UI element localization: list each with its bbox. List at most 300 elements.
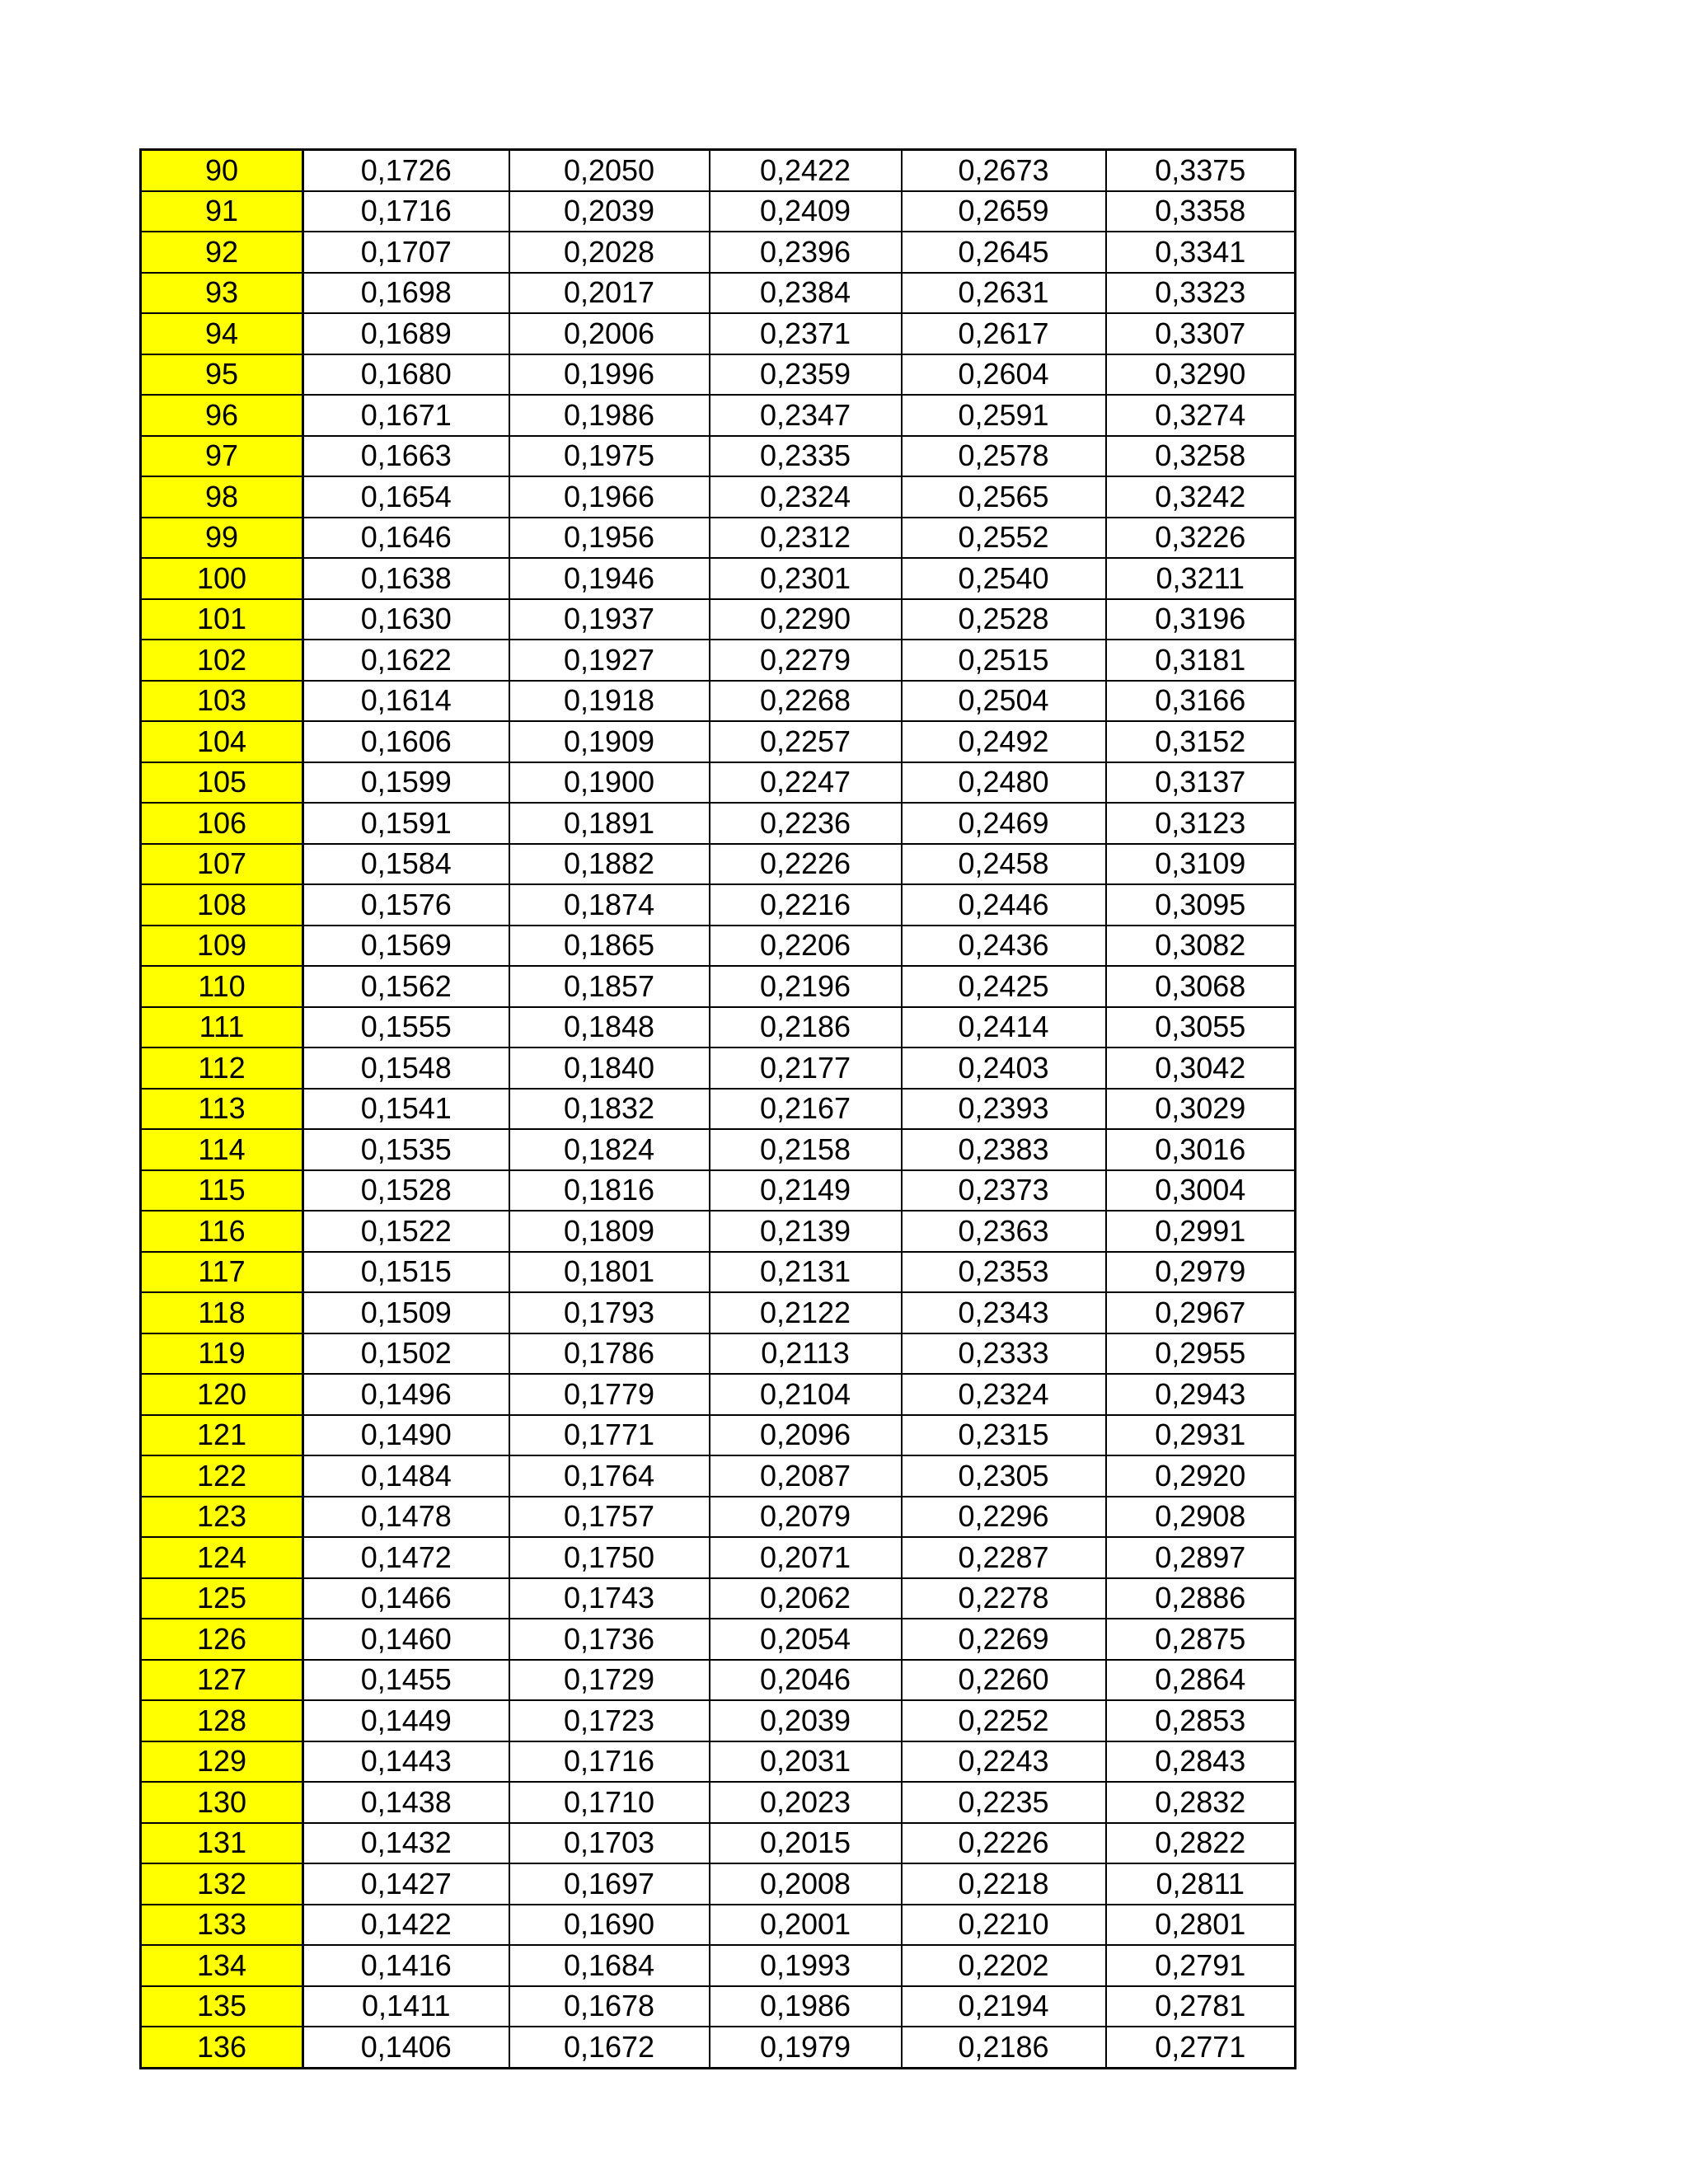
table-row xyxy=(141,1170,1296,1212)
value-cell: 0,1416 xyxy=(303,1945,509,1986)
value-cell: 0,1606 xyxy=(303,721,509,762)
value-cell: 0,1986 xyxy=(509,395,710,436)
value-cell: 0,1672 xyxy=(509,2027,710,2068)
value-cell: 0,2931 xyxy=(1106,1415,1296,1456)
value-cell: 0,2315 xyxy=(902,1415,1106,1456)
value-cell: 0,1472 xyxy=(303,1537,509,1578)
value-cell: 0,2312 xyxy=(710,518,902,559)
table-row xyxy=(141,558,1296,599)
value-cell: 0,3341 xyxy=(1106,232,1296,273)
value-cell: 0,3068 xyxy=(1106,966,1296,1007)
value-cell: 0,2347 xyxy=(710,395,902,436)
value-cell: 0,3196 xyxy=(1106,599,1296,640)
row-key-cell: 107 xyxy=(141,844,303,885)
value-cell: 0,2218 xyxy=(902,1863,1106,1905)
value-cell: 0,1909 xyxy=(509,721,710,762)
value-cell: 0,1509 xyxy=(303,1292,509,1333)
value-cell: 0,2659 xyxy=(902,191,1106,232)
table-row xyxy=(141,1292,1296,1333)
value-cell: 0,1966 xyxy=(509,476,710,518)
value-cell: 0,2979 xyxy=(1106,1252,1296,1293)
value-cell: 0,1946 xyxy=(509,558,710,599)
row-key-cell: 130 xyxy=(141,1782,303,1823)
value-cell: 0,2202 xyxy=(902,1945,1106,1986)
value-cell: 0,2028 xyxy=(509,232,710,273)
value-cell: 0,2771 xyxy=(1106,2027,1296,2068)
row-key-cell: 91 xyxy=(141,191,303,232)
value-cell: 0,2054 xyxy=(710,1619,902,1660)
value-cell: 0,1918 xyxy=(509,681,710,722)
value-cell: 0,1716 xyxy=(303,191,509,232)
value-cell: 0,1865 xyxy=(509,926,710,967)
table-row xyxy=(141,1863,1296,1905)
value-cell: 0,1690 xyxy=(509,1905,710,1946)
value-cell: 0,1707 xyxy=(303,232,509,273)
row-key-cell: 112 xyxy=(141,1047,303,1089)
table-row xyxy=(141,1211,1296,1252)
value-cell: 0,2290 xyxy=(710,599,902,640)
value-cell: 0,2673 xyxy=(902,150,1106,191)
value-table xyxy=(139,148,1296,2069)
value-cell: 0,1824 xyxy=(509,1129,710,1170)
value-cell: 0,2373 xyxy=(902,1170,1106,1212)
value-cell: 0,2645 xyxy=(902,232,1106,273)
value-cell: 0,1630 xyxy=(303,599,509,640)
row-key-cell: 98 xyxy=(141,476,303,518)
table-row xyxy=(141,191,1296,232)
value-cell: 0,2278 xyxy=(902,1578,1106,1619)
table-row xyxy=(141,1007,1296,1048)
value-cell: 0,2425 xyxy=(902,966,1106,1007)
value-cell: 0,1569 xyxy=(303,926,509,967)
value-cell: 0,1703 xyxy=(509,1823,710,1864)
value-cell: 0,3055 xyxy=(1106,1007,1296,1048)
table-row xyxy=(141,1333,1296,1375)
value-cell: 0,2469 xyxy=(902,803,1106,844)
value-cell: 0,2492 xyxy=(902,721,1106,762)
value-cell: 0,2226 xyxy=(902,1823,1106,1864)
value-cell: 0,2875 xyxy=(1106,1619,1296,1660)
table-row xyxy=(141,354,1296,396)
value-cell: 0,2324 xyxy=(710,476,902,518)
value-cell: 0,2015 xyxy=(710,1823,902,1864)
value-cell: 0,2236 xyxy=(710,803,902,844)
value-cell: 0,1779 xyxy=(509,1374,710,1415)
table-row xyxy=(141,681,1296,722)
value-cell: 0,3016 xyxy=(1106,1129,1296,1170)
table-row xyxy=(141,1129,1296,1170)
value-cell: 0,1979 xyxy=(710,2027,902,2068)
row-key-cell: 120 xyxy=(141,1374,303,1415)
value-cell: 0,3109 xyxy=(1106,844,1296,885)
table-row xyxy=(141,1619,1296,1660)
value-cell: 0,2260 xyxy=(902,1660,1106,1701)
table-row xyxy=(141,232,1296,273)
value-cell: 0,1975 xyxy=(509,436,710,477)
value-cell: 0,2422 xyxy=(710,150,902,191)
value-cell: 0,2591 xyxy=(902,395,1106,436)
table-row xyxy=(141,273,1296,314)
value-cell: 0,2268 xyxy=(710,681,902,722)
value-cell: 0,2343 xyxy=(902,1292,1106,1333)
table-row xyxy=(141,1660,1296,1701)
table-row xyxy=(141,1047,1296,1089)
row-key-cell: 135 xyxy=(141,1986,303,2027)
row-key-cell: 113 xyxy=(141,1089,303,1130)
value-cell: 0,2296 xyxy=(902,1497,1106,1538)
value-cell: 0,2177 xyxy=(710,1047,902,1089)
row-key-cell: 122 xyxy=(141,1455,303,1497)
value-cell: 0,2403 xyxy=(902,1047,1106,1089)
row-key-cell: 123 xyxy=(141,1497,303,1538)
value-cell: 0,1422 xyxy=(303,1905,509,1946)
value-cell: 0,1937 xyxy=(509,599,710,640)
value-cell: 0,2363 xyxy=(902,1211,1106,1252)
value-cell: 0,2436 xyxy=(902,926,1106,967)
value-cell: 0,3029 xyxy=(1106,1089,1296,1130)
value-cell: 0,2920 xyxy=(1106,1455,1296,1497)
table-row xyxy=(141,476,1296,518)
value-cell: 0,1528 xyxy=(303,1170,509,1212)
value-cell: 0,2886 xyxy=(1106,1578,1296,1619)
value-cell: 0,1684 xyxy=(509,1945,710,1986)
value-cell: 0,3137 xyxy=(1106,762,1296,804)
value-cell: 0,2991 xyxy=(1106,1211,1296,1252)
value-cell: 0,2167 xyxy=(710,1089,902,1130)
value-cell: 0,2631 xyxy=(902,273,1106,314)
row-key-cell: 114 xyxy=(141,1129,303,1170)
row-key-cell: 121 xyxy=(141,1415,303,1456)
value-cell: 0,1900 xyxy=(509,762,710,804)
value-cell: 0,3290 xyxy=(1106,354,1296,396)
value-cell: 0,1689 xyxy=(303,313,509,354)
value-cell: 0,2822 xyxy=(1106,1823,1296,1864)
value-table-body xyxy=(141,150,1296,2069)
table-row xyxy=(141,436,1296,477)
value-cell: 0,3004 xyxy=(1106,1170,1296,1212)
value-cell: 0,1584 xyxy=(303,844,509,885)
value-cell: 0,2565 xyxy=(902,476,1106,518)
value-cell: 0,1723 xyxy=(509,1700,710,1741)
row-key-cell: 102 xyxy=(141,640,303,681)
value-cell: 0,3323 xyxy=(1106,273,1296,314)
value-cell: 0,2843 xyxy=(1106,1741,1296,1783)
value-cell: 0,1993 xyxy=(710,1945,902,1986)
value-cell: 0,1729 xyxy=(509,1660,710,1701)
value-cell: 0,2305 xyxy=(902,1455,1106,1497)
value-cell: 0,3258 xyxy=(1106,436,1296,477)
table-row xyxy=(141,1945,1296,1986)
row-key-cell: 128 xyxy=(141,1700,303,1741)
row-key-cell: 101 xyxy=(141,599,303,640)
row-key-cell: 95 xyxy=(141,354,303,396)
value-cell: 0,2287 xyxy=(902,1537,1106,1578)
value-cell: 0,2414 xyxy=(902,1007,1106,1048)
row-key-cell: 110 xyxy=(141,966,303,1007)
table-row xyxy=(141,721,1296,762)
row-key-cell: 109 xyxy=(141,926,303,967)
table-row xyxy=(141,926,1296,967)
value-cell: 0,1816 xyxy=(509,1170,710,1212)
table-row xyxy=(141,1455,1296,1497)
value-cell: 0,1764 xyxy=(509,1455,710,1497)
value-cell: 0,2131 xyxy=(710,1252,902,1293)
value-cell: 0,2071 xyxy=(710,1537,902,1578)
value-cell: 0,2017 xyxy=(509,273,710,314)
value-cell: 0,2186 xyxy=(710,1007,902,1048)
table-row xyxy=(141,1700,1296,1741)
value-cell: 0,3166 xyxy=(1106,681,1296,722)
value-cell: 0,1406 xyxy=(303,2027,509,2068)
value-cell: 0,1411 xyxy=(303,1986,509,2027)
table-row xyxy=(141,1497,1296,1538)
row-key-cell: 103 xyxy=(141,681,303,722)
value-cell: 0,2062 xyxy=(710,1578,902,1619)
value-cell: 0,2279 xyxy=(710,640,902,681)
value-cell: 0,2247 xyxy=(710,762,902,804)
value-cell: 0,1793 xyxy=(509,1292,710,1333)
value-cell: 0,1698 xyxy=(303,273,509,314)
value-cell: 0,2943 xyxy=(1106,1374,1296,1415)
value-cell: 0,2578 xyxy=(902,436,1106,477)
value-cell: 0,3242 xyxy=(1106,476,1296,518)
value-cell: 0,1490 xyxy=(303,1415,509,1456)
value-cell: 0,2967 xyxy=(1106,1292,1296,1333)
value-cell: 0,3152 xyxy=(1106,721,1296,762)
value-cell: 0,2458 xyxy=(902,844,1106,885)
value-cell: 0,1848 xyxy=(509,1007,710,1048)
value-cell: 0,3226 xyxy=(1106,518,1296,559)
table-row xyxy=(141,1905,1296,1946)
value-cell: 0,1832 xyxy=(509,1089,710,1130)
value-cell: 0,2113 xyxy=(710,1333,902,1375)
value-cell: 0,2791 xyxy=(1106,1945,1296,1986)
value-cell: 0,2039 xyxy=(710,1700,902,1741)
table-row xyxy=(141,1537,1296,1578)
table-row xyxy=(141,1089,1296,1130)
value-cell: 0,3123 xyxy=(1106,803,1296,844)
row-key-cell: 125 xyxy=(141,1578,303,1619)
value-cell: 0,2353 xyxy=(902,1252,1106,1293)
table-row xyxy=(141,2027,1296,2068)
table-row xyxy=(141,518,1296,559)
value-cell: 0,1771 xyxy=(509,1415,710,1456)
row-key-cell: 129 xyxy=(141,1741,303,1783)
value-cell: 0,2552 xyxy=(902,518,1106,559)
value-cell: 0,1786 xyxy=(509,1333,710,1375)
table-row xyxy=(141,1741,1296,1783)
value-cell: 0,3274 xyxy=(1106,395,1296,436)
row-key-cell: 124 xyxy=(141,1537,303,1578)
value-cell: 0,1891 xyxy=(509,803,710,844)
row-key-cell: 99 xyxy=(141,518,303,559)
value-cell: 0,1743 xyxy=(509,1578,710,1619)
value-cell: 0,1716 xyxy=(509,1741,710,1783)
value-cell: 0,2528 xyxy=(902,599,1106,640)
value-cell: 0,2504 xyxy=(902,681,1106,722)
table-row xyxy=(141,966,1296,1007)
value-cell: 0,1555 xyxy=(303,1007,509,1048)
value-cell: 0,2226 xyxy=(710,844,902,885)
value-cell: 0,1710 xyxy=(509,1782,710,1823)
value-cell: 0,2604 xyxy=(902,354,1106,396)
value-cell: 0,1591 xyxy=(303,803,509,844)
value-cell: 0,2324 xyxy=(902,1374,1106,1415)
value-cell: 0,1622 xyxy=(303,640,509,681)
value-cell: 0,2186 xyxy=(902,2027,1106,2068)
value-cell: 0,2335 xyxy=(710,436,902,477)
row-key-cell: 94 xyxy=(141,313,303,354)
row-key-cell: 119 xyxy=(141,1333,303,1375)
row-key-cell: 108 xyxy=(141,884,303,926)
value-cell: 0,1484 xyxy=(303,1455,509,1497)
value-cell: 0,1986 xyxy=(710,1986,902,2027)
value-cell: 0,1548 xyxy=(303,1047,509,1089)
row-key-cell: 118 xyxy=(141,1292,303,1333)
value-cell: 0,1726 xyxy=(303,150,509,191)
table-row xyxy=(141,313,1296,354)
value-cell: 0,2006 xyxy=(509,313,710,354)
value-cell: 0,2139 xyxy=(710,1211,902,1252)
value-cell: 0,2206 xyxy=(710,926,902,967)
value-cell: 0,1541 xyxy=(303,1089,509,1130)
value-cell: 0,1801 xyxy=(509,1252,710,1293)
value-cell: 0,2216 xyxy=(710,884,902,926)
table-row xyxy=(141,762,1296,804)
value-cell: 0,2301 xyxy=(710,558,902,599)
value-cell: 0,2781 xyxy=(1106,1986,1296,2027)
value-cell: 0,1663 xyxy=(303,436,509,477)
value-cell: 0,1460 xyxy=(303,1619,509,1660)
value-cell: 0,2194 xyxy=(902,1986,1106,2027)
value-cell: 0,3181 xyxy=(1106,640,1296,681)
value-cell: 0,2540 xyxy=(902,558,1106,599)
value-cell: 0,1515 xyxy=(303,1252,509,1293)
row-key-cell: 131 xyxy=(141,1823,303,1864)
value-cell: 0,2079 xyxy=(710,1497,902,1538)
row-key-cell: 96 xyxy=(141,395,303,436)
value-cell: 0,2333 xyxy=(902,1333,1106,1375)
value-cell: 0,2801 xyxy=(1106,1905,1296,1946)
row-key-cell: 100 xyxy=(141,558,303,599)
value-cell: 0,2371 xyxy=(710,313,902,354)
value-cell: 0,1671 xyxy=(303,395,509,436)
value-cell: 0,2359 xyxy=(710,354,902,396)
value-cell: 0,1678 xyxy=(509,1986,710,2027)
value-cell: 0,2050 xyxy=(509,150,710,191)
table-row xyxy=(141,1782,1296,1823)
value-cell: 0,1874 xyxy=(509,884,710,926)
value-cell: 0,2149 xyxy=(710,1170,902,1212)
row-key-cell: 111 xyxy=(141,1007,303,1048)
value-cell: 0,2446 xyxy=(902,884,1106,926)
value-cell: 0,2104 xyxy=(710,1374,902,1415)
value-cell: 0,2158 xyxy=(710,1129,902,1170)
value-cell: 0,3375 xyxy=(1106,150,1296,191)
table-row xyxy=(141,803,1296,844)
value-cell: 0,3082 xyxy=(1106,926,1296,967)
value-cell: 0,2243 xyxy=(902,1741,1106,1783)
value-cell: 0,2832 xyxy=(1106,1782,1296,1823)
row-key-cell: 106 xyxy=(141,803,303,844)
value-cell: 0,2617 xyxy=(902,313,1106,354)
value-cell: 0,2383 xyxy=(902,1129,1106,1170)
value-cell: 0,1956 xyxy=(509,518,710,559)
value-cell: 0,1840 xyxy=(509,1047,710,1089)
value-cell: 0,2480 xyxy=(902,762,1106,804)
row-key-cell: 117 xyxy=(141,1252,303,1293)
value-cell: 0,1478 xyxy=(303,1497,509,1538)
value-cell: 0,2031 xyxy=(710,1741,902,1783)
row-key-cell: 136 xyxy=(141,2027,303,2068)
value-cell: 0,2396 xyxy=(710,232,902,273)
row-key-cell: 132 xyxy=(141,1863,303,1905)
value-cell: 0,2955 xyxy=(1106,1333,1296,1375)
value-cell: 0,2001 xyxy=(710,1905,902,1946)
value-cell: 0,2196 xyxy=(710,966,902,1007)
value-cell: 0,1757 xyxy=(509,1497,710,1538)
table-row xyxy=(141,884,1296,926)
value-cell: 0,1927 xyxy=(509,640,710,681)
value-cell: 0,2409 xyxy=(710,191,902,232)
row-key-cell: 97 xyxy=(141,436,303,477)
value-cell: 0,2864 xyxy=(1106,1660,1296,1701)
row-key-cell: 93 xyxy=(141,273,303,314)
value-cell: 0,1614 xyxy=(303,681,509,722)
value-cell: 0,1576 xyxy=(303,884,509,926)
value-cell: 0,1680 xyxy=(303,354,509,396)
table-row xyxy=(141,1823,1296,1864)
value-cell: 0,2269 xyxy=(902,1619,1106,1660)
row-key-cell: 116 xyxy=(141,1211,303,1252)
value-cell: 0,1809 xyxy=(509,1211,710,1252)
value-cell: 0,1646 xyxy=(303,518,509,559)
value-cell: 0,3358 xyxy=(1106,191,1296,232)
value-cell: 0,2023 xyxy=(710,1782,902,1823)
value-cell: 0,1466 xyxy=(303,1578,509,1619)
table-row xyxy=(141,150,1296,191)
value-cell: 0,2393 xyxy=(902,1089,1106,1130)
value-cell: 0,1455 xyxy=(303,1660,509,1701)
table-row xyxy=(141,1252,1296,1293)
table-row xyxy=(141,1986,1296,2027)
value-cell: 0,1496 xyxy=(303,1374,509,1415)
value-cell: 0,1427 xyxy=(303,1863,509,1905)
value-cell: 0,2515 xyxy=(902,640,1106,681)
table-row xyxy=(141,640,1296,681)
value-cell: 0,1438 xyxy=(303,1782,509,1823)
table-row xyxy=(141,1374,1296,1415)
value-cell: 0,1736 xyxy=(509,1619,710,1660)
value-cell: 0,1882 xyxy=(509,844,710,885)
value-cell: 0,1697 xyxy=(509,1863,710,1905)
table-row xyxy=(141,395,1296,436)
row-key-cell: 134 xyxy=(141,1945,303,1986)
value-cell: 0,1996 xyxy=(509,354,710,396)
value-cell: 0,2853 xyxy=(1106,1700,1296,1741)
value-cell: 0,1654 xyxy=(303,476,509,518)
value-cell: 0,2122 xyxy=(710,1292,902,1333)
value-cell: 0,3095 xyxy=(1106,884,1296,926)
value-cell: 0,1638 xyxy=(303,558,509,599)
value-cell: 0,3042 xyxy=(1106,1047,1296,1089)
value-cell: 0,2811 xyxy=(1106,1863,1296,1905)
value-cell: 0,3211 xyxy=(1106,558,1296,599)
value-cell: 0,2235 xyxy=(902,1782,1106,1823)
row-key-cell: 115 xyxy=(141,1170,303,1212)
value-cell: 0,2257 xyxy=(710,721,902,762)
value-cell: 0,3307 xyxy=(1106,313,1296,354)
